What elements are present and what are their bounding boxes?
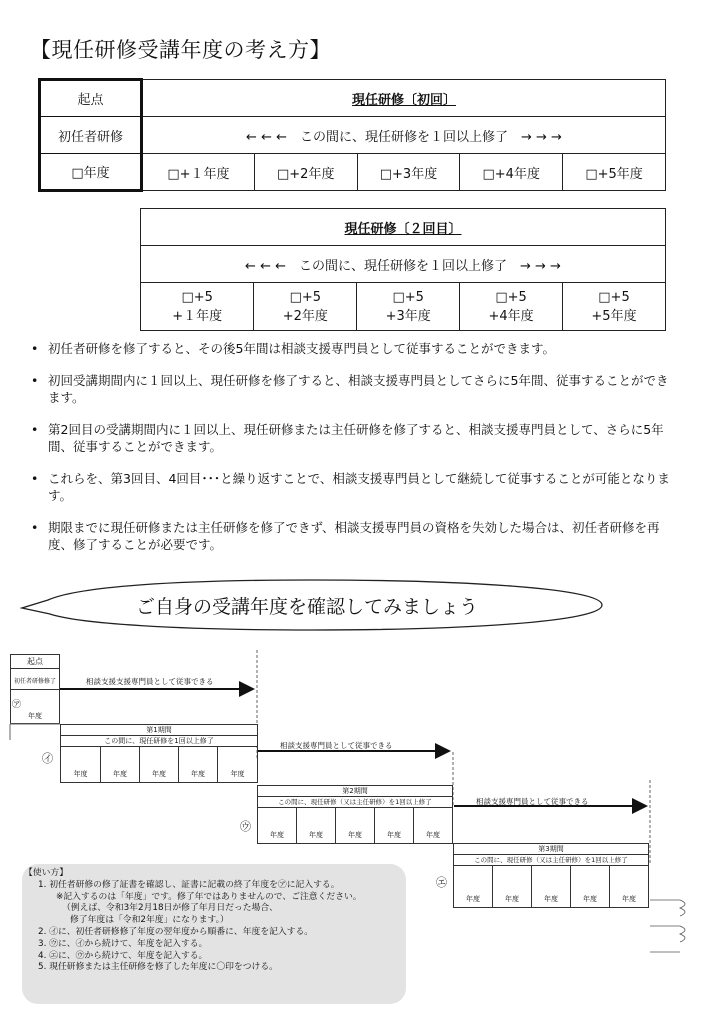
list-item: • 初任者研修を修了すると、その後5年間は相談支援専門員として従事することができます。 [28,340,678,358]
initial-label: 初任者研修修了 [13,678,56,685]
year-blank-cell: 年度 [609,866,649,908]
period1-note: この間に、現任研修を1回以上修了 [60,735,258,747]
year-blank-cell: 年度 [570,866,610,908]
second-cycle-table [140,208,666,331]
year-label: 年度 [28,712,42,720]
period2-label: 第2期間 [257,785,453,797]
arrow-label: 相談支援専門員として従事できる [476,797,589,806]
how-to-line: 3. ㋒に、㋑から続けて、年度を記入する。 [38,938,208,949]
how-to-line: 1. 初任者研修の修了証書を確認し、証書に記載の終了年度を㋐に記入する。 [38,879,340,890]
how-to-line: 修了年度は「令和2年度」になります。） [70,915,229,926]
year-blank-cell: 年度 [374,808,414,844]
explanation-list [28,340,678,568]
year-blank-cell: 年度 [453,866,493,908]
second-cycle-header: 現任研修〔２回目〕 [141,209,666,246]
year-blank-cell: 年度 [257,808,297,844]
continuation-lines [650,880,696,980]
list-item: • これらを、第3回目、4回目･･･と繰り返すことで、相談支援専門員として継続して従事することが可能となります。 [28,470,678,505]
period3-label: 第3期間 [453,843,649,855]
year-blank-cell: 年度 [60,747,101,783]
year-blank-cell: 年度 [413,808,453,844]
list-item: • 期限までに現任研修または主任研修を修了できず、相談支援専門員の資格を失効した場合は、初任者研修を再度、修了することが必要です。 [28,519,678,554]
period2-note: この間に、現任研修（又は主任研修）を1回以上修了 [257,796,453,808]
year-cell: □+5年度 [563,154,666,191]
year-cell: □+5 +１年度 [141,283,254,331]
how-to-heading: 【使い方】 [24,868,68,878]
how-to-line: （例えば、令和3年2月18日が修了年月日だった場合、 [62,903,278,914]
year-blank-cell: 年度 [492,866,532,908]
second-cycle-arrows: ← ← ← この間に、現任研修を１回以上修了 → → → [141,246,666,283]
list-item: • 第2回目の受講期間内に１回以上、現任研修または主任研修を修了すると、相談支援専門員として、さらに5年間、従事することができます。 [28,421,678,456]
year-blank-cell: 年度 [178,747,218,783]
period3-note: この間に、現任研修（又は主任研修）を1回以上修了 [453,854,649,866]
mark-a: ㋐ [12,700,22,710]
how-to-text [24,868,408,974]
origin-cell: 起点 [40,80,142,117]
arrow-label: 相談支援専門員として従事できる [280,741,393,750]
first-cycle-table [38,78,666,192]
period1-label: 第1期間 [60,724,258,736]
year-cell: □+5 +2年度 [254,283,357,331]
how-to-line: ※記入するのは「年度」です。修了年ではありませんので、ご注意ください。 [56,891,362,902]
year-cell: □+5 +4年度 [460,283,563,331]
start-year-cell: □年度 [40,154,142,191]
year-blank-cell: 年度 [335,808,375,844]
year-cell: □+4年度 [460,154,563,191]
origin-label: 起点 [27,657,43,666]
year-cell: □+2年度 [254,154,357,191]
year-blank-cell: 年度 [531,866,571,908]
how-to-line: 5. 現任研修または主任研修を修了した年度に〇印をつける。 [38,962,278,973]
mark-u: ㋒ [240,820,251,833]
initial-training-cell: 初任者研修 [40,117,142,154]
page-title: 【現任研修受講年度の考え方】 [30,38,331,62]
mark-e: ㋓ [436,876,447,889]
how-to-line: 2. ㋑に、初任者研修修了年度の翌年度から順番に、年度を記入する。 [38,926,314,937]
bubble-text: ご自身の受講年度を確認してみましょう [135,596,478,618]
year-blank-cell: 年度 [217,747,258,783]
year-cell: □+5 +5年度 [563,283,666,331]
year-cell: □+5 +3年度 [357,283,460,331]
first-cycle-arrows: ← ← ← この間に、現任研修を１回以上修了 → → → [142,117,666,154]
year-blank-cell: 年度 [139,747,179,783]
year-blank-cell: 年度 [296,808,336,844]
mark-i: ㋑ [42,752,53,765]
first-cycle-header: 現任研修〔初回〕 [142,80,666,117]
year-blank-cell: 年度 [100,747,140,783]
year-cell: □+１年度 [142,154,255,191]
list-item: • 初回受講期間内に１回以上、現任研修を修了すると、相談支援専門員としてさらに5年間、従事することができます。 [28,372,678,407]
arrow-label: 相談支援支援専門員として従事できる [86,677,214,686]
year-cell: □+3年度 [357,154,460,191]
how-to-line: 4. ㋓に、㋒から続けて、年度を記入する。 [38,950,208,961]
